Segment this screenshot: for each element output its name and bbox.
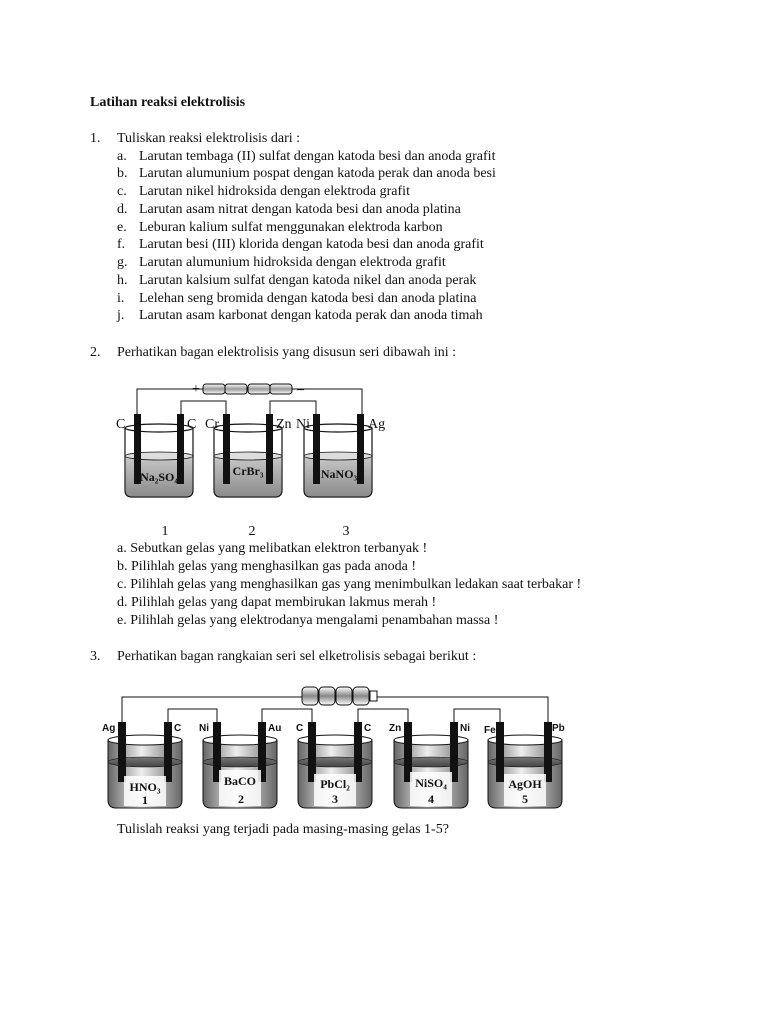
negative-terminal-label: – [297, 382, 304, 397]
q3-footer: Tulislah reaksi yang terjadi pada masing-masing gelas 1-5? [117, 822, 449, 837]
electrode-label: Pb [552, 723, 565, 734]
electrode-label: C [296, 723, 304, 734]
electrode-label: Zn [276, 417, 292, 432]
q2-text: Perhatikan bagan elektrolisis yang disusun seri dibawah ini : [117, 345, 457, 360]
beaker-number: 3 [332, 792, 338, 806]
solution-label: Na₂SO₄ [140, 470, 178, 484]
electrode-label: C [174, 723, 182, 734]
beaker-number: 1 [161, 524, 169, 539]
beaker-number: 4 [428, 792, 434, 806]
q2-number: 2. [90, 345, 101, 360]
electrode-label: C [364, 723, 372, 734]
list-item: d. Pilihlah gelas yang dapat membirukan lakmus merah ! [117, 595, 437, 610]
list-item: e. Pilihlah gelas yang elektrodanya mengalami penambahan massa ! [117, 613, 499, 628]
page-title: Latihan reaksi elektrolisis [90, 95, 246, 110]
electrode-label: Ag [368, 417, 386, 432]
solution-label: NaNO₃ [320, 467, 358, 481]
solution-label: CrBr₃ [232, 464, 264, 478]
solution-label: AgOH [508, 777, 542, 791]
electrode-label: Ag [102, 723, 116, 734]
q1-text: Tuliskan reaksi elektrolisis dari : [117, 131, 301, 146]
electrode-label: Ni [460, 723, 470, 734]
list-item: b. Pilihlah gelas yang menghasilkan gas pada anoda ! [117, 559, 416, 574]
q1-number: 1. [90, 131, 101, 146]
solution-label: NiSO₄ [415, 776, 447, 790]
beaker-number: 2 [238, 792, 244, 806]
beaker-number: 5 [522, 792, 528, 806]
list-item: a. Sebutkan gelas yang melibatkan elektron terbanyak ! [117, 541, 428, 556]
electrode-label: Fe [484, 725, 496, 736]
electrode-label: Ni [199, 723, 209, 734]
battery-icon [302, 687, 377, 705]
electrode-label: Au [268, 723, 282, 734]
electrode-label: C [116, 417, 126, 432]
beaker-number: 2 [248, 524, 256, 539]
list-item: c. Pilihlah gelas yang menghasilkan gas yang menimbulkan ledakan saat terbakar ! [117, 577, 582, 592]
beaker-number: 3 [342, 524, 350, 539]
q3-number: 3. [90, 649, 101, 664]
electrode-label: Zn [389, 723, 402, 734]
solution-label: BaCO [223, 774, 257, 788]
q3-text: Perhatikan bagan rangkaian seri sel elketrolisis sebagai berikut : [117, 649, 477, 664]
solution-label: HNO₃ [129, 780, 161, 794]
electrode-label: C [187, 417, 197, 432]
beaker-number: 1 [142, 793, 148, 807]
electrode-label: Cr [205, 417, 219, 432]
solution-label: PbCl₂ [320, 777, 350, 791]
electrode-label: Ni [296, 417, 310, 432]
positive-terminal-label: + [192, 382, 200, 397]
